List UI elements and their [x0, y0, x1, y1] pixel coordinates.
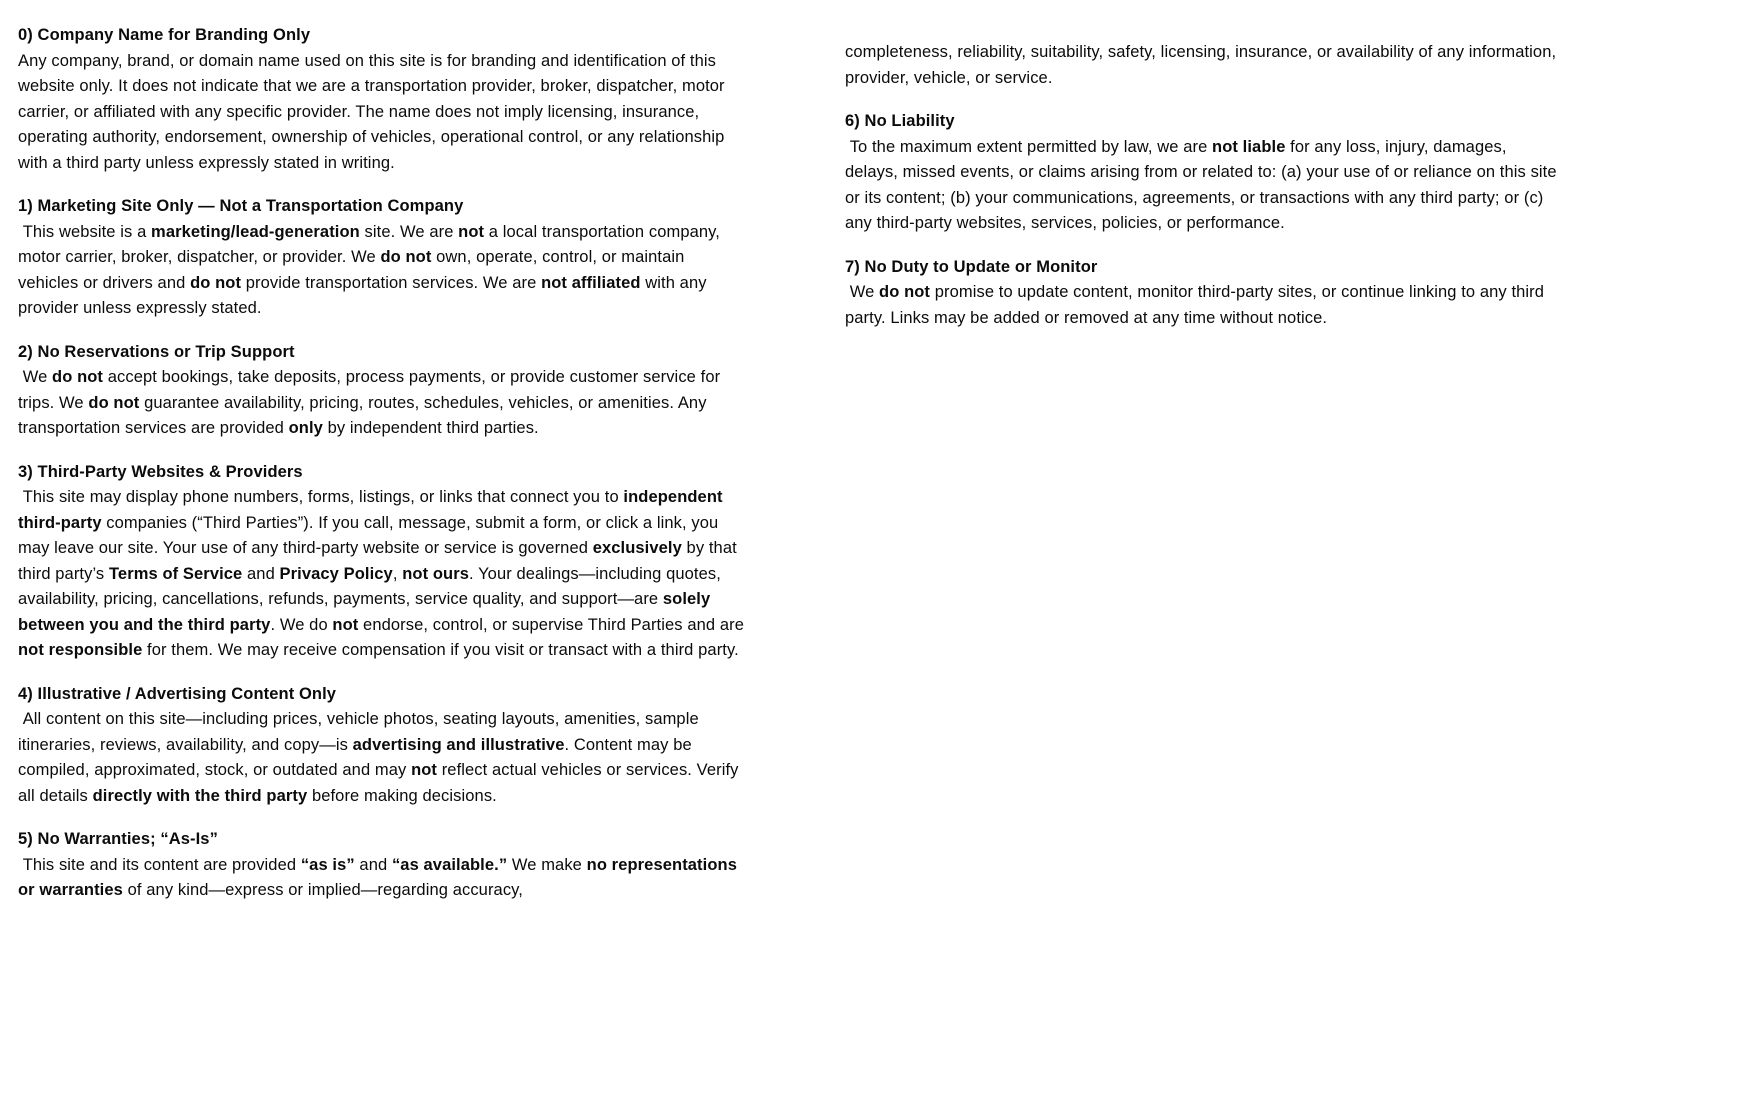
text-run: . Your dealings—including quotes, availability, pricing, cancellations, refunds, payments, service quality, and support—are: [18, 564, 726, 608]
section-1-marketing-site-only: [18, 194, 746, 322]
text-run: for any loss, injury, damages, delays, missed events, or claims arising from or related to: (a) your use of or reliance on this site or its content; (b) your communications, agreements, or transactions with any third party; or (c) any third-party websites, services, policies, or performance.: [845, 137, 1562, 232]
text-run: This site may display phone numbers, forms, listings, or links that connect you to: [18, 488, 624, 506]
section-4-illustrative-content-heading: 4) Illustrative / Advertising Content Only: [18, 684, 337, 703]
text-run: and: [242, 564, 280, 583]
section-2-no-reservations-paragraph: [18, 365, 746, 442]
text-run: Any company, brand, or domain name used on this site is for branding and identification of this website only. It does not indicate that we are a transportation provider, broker, dispatcher, motor carrier, or affiliated with any specific provider. The name does not imply licensing, insurance, operating authority, endorsement, ownership of vehicles, operational control, or any relationship with a third party unless expressly stated in writing.: [18, 51, 730, 172]
text-run: site. We are: [359, 222, 459, 241]
text-run: companies (“Third Parties”). If you call, message, submit a form, or click a link, you may leave our site. Your use of any third-party website or service is governed: [18, 513, 723, 557]
section-1-marketing-site-only-paragraph: [18, 220, 746, 322]
bold-text-run: “as available.”: [391, 855, 508, 874]
bold-text-run: do not: [52, 368, 104, 386]
section-2-no-reservations: [18, 340, 746, 442]
section-5-no-warranties: [18, 827, 746, 904]
section-4-illustrative-content: [18, 682, 746, 810]
text-column-right: [845, 40, 1562, 331]
text-run: and: [354, 855, 392, 874]
section-5-no-warranties-continued: [845, 40, 1561, 91]
text-run: This site and its content are provided: [18, 855, 301, 874]
section-6-no-liability: [845, 109, 1562, 237]
text-run: To the maximum extent permitted by law, we are: [845, 137, 1213, 156]
bold-text-run: exclusively: [592, 539, 682, 557]
text-run: . Content may be compiled, approximated, stock, or outdated and may: [18, 735, 697, 779]
bold-text-run: independent third-party: [18, 488, 728, 532]
section-3-third-party-websites-heading: 3) Third-Party Websites & Providers: [18, 462, 303, 481]
section-0-company-name-branding: [18, 23, 746, 176]
text-run: ,: [392, 564, 403, 583]
bold-text-run: only: [288, 419, 323, 437]
bold-text-run: do not: [190, 273, 242, 292]
text-run: with any provider unless expressly stated.: [18, 273, 712, 317]
bold-text-run: not: [458, 222, 485, 241]
section-3-third-party-websites-paragraph: [18, 485, 749, 664]
section-7-no-duty-to-update-paragraph: [845, 280, 1557, 331]
text-run: This website is a: [18, 222, 152, 241]
bold-text-run: Privacy Policy: [279, 564, 393, 583]
bold-text-run: not responsible: [18, 641, 143, 659]
bold-text-run: marketing/lead-generation: [151, 222, 360, 241]
text-run: for them. We may receive compensation if you visit or transact with a third party.: [142, 641, 739, 659]
bold-text-run: not: [411, 761, 438, 779]
section-5-no-warranties-continued-paragraph: [845, 40, 1561, 91]
section-0-company-name-branding-heading: 0) Company Name for Branding Only: [18, 26, 311, 44]
bold-text-run: not ours: [402, 564, 470, 583]
section-0-company-name-branding-paragraph: [18, 49, 746, 177]
bold-text-run: directly with the third party: [92, 786, 308, 805]
bold-text-run: Terms of Service: [108, 564, 243, 583]
text-run: completeness, reliability, suitability, safety, licensing, insurance, or availability of any information, provider, vehicle, or service.: [845, 43, 1561, 87]
text-run: promise to update content, monitor third-party sites, or continue linking to any third party. Links may be added or removed at any time without notice.: [845, 283, 1549, 327]
text-column-left: [18, 23, 749, 904]
text-run: own, operate, control, or maintain vehicles or drivers and: [18, 248, 690, 292]
text-run: a local transportation company, motor carrier, broker, dispatcher, or provider. We: [18, 222, 725, 266]
bold-text-run: not: [332, 615, 359, 634]
bold-text-run: not affiliated: [541, 273, 641, 292]
text-run: guarantee availability, pricing, routes, schedules, vehicles, or amenities. Any transportation services are provided: [18, 393, 712, 437]
bold-text-run: do not: [879, 283, 931, 301]
text-run: . We do: [270, 615, 333, 634]
text-run: We: [18, 368, 53, 386]
text-run: endorse, control, or supervise Third Parties and are: [358, 615, 749, 634]
section-4-illustrative-content-paragraph: [18, 707, 746, 809]
bold-text-run: “as is”: [300, 855, 355, 874]
section-1-marketing-site-only-heading: 1) Marketing Site Only — Not a Transportation Company: [18, 197, 464, 215]
text-run: by that third party’s: [18, 539, 742, 583]
text-run: We make: [507, 855, 587, 874]
text-run: provide transportation services. We are: [241, 273, 542, 292]
section-2-no-reservations-heading: 2) No Reservations or Trip Support: [18, 342, 295, 361]
text-run: reflect actual vehicles or services. Verify all details: [18, 761, 744, 805]
text-run: We: [845, 283, 880, 301]
bold-text-run: no representations or warranties: [18, 855, 742, 899]
section-5-no-warranties-heading: 5) No Warranties; “As-Is”: [18, 830, 218, 848]
section-5-no-warranties-paragraph: [18, 853, 746, 904]
text-run: of any kind—express or implied—regarding accuracy,: [122, 881, 523, 899]
text-run: accept bookings, take deposits, process payments, or provide customer service for trips. We: [18, 368, 725, 412]
text-run: by independent third parties.: [322, 419, 539, 437]
bold-text-run: advertising and illustrative: [352, 735, 565, 754]
bold-text-run: do not: [380, 248, 432, 266]
text-run: All content on this site—including prices, vehicle photos, seating layouts, amenities, sample itineraries, reviews, availability, and copy—is: [18, 710, 704, 754]
section-7-no-duty-to-update-heading: 7) No Duty to Update or Monitor: [845, 257, 1098, 276]
bold-text-run: do not: [88, 393, 140, 412]
section-3-third-party-websites: [18, 460, 749, 664]
bold-text-run: not liable: [1212, 137, 1286, 156]
bold-text-run: solely between you and the third party: [18, 590, 715, 634]
section-6-no-liability-paragraph: [845, 135, 1562, 237]
section-6-no-liability-heading: 6) No Liability: [845, 112, 955, 130]
section-7-no-duty-to-update: [845, 255, 1557, 332]
text-run: before making decisions.: [307, 786, 497, 805]
